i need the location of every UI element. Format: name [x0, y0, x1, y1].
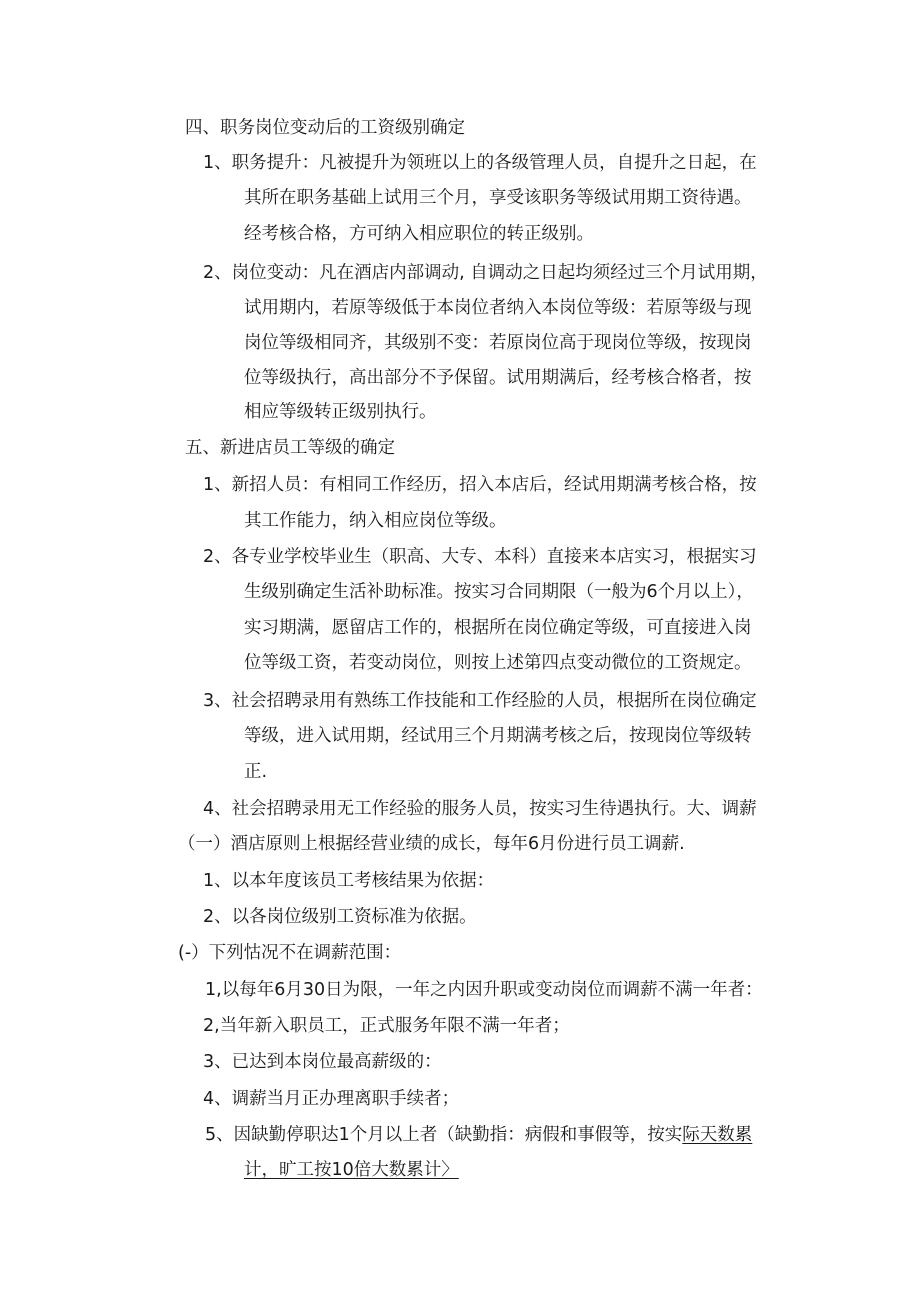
salary-sub2-item3: 3、已达到本岗位最高薪级的： — [203, 1052, 442, 1072]
salary-subsection-2: (-）下列怙况不在调薪范围： — [178, 943, 402, 963]
s5-item1-line1: 1、新招人员：有相同工作经历，招入本店后，经试用期满考核合格，按 — [203, 475, 757, 495]
section-4-heading: 四、职务岗位变动后的工资级别确定 — [185, 118, 465, 138]
s4-item1-line1: 1、职务提升：凡被提升为领班以上的各级管理人员，自提升之日起，在 — [203, 153, 757, 173]
salary-sub2-item1: 1,以每年6月30日为限，一年之内因升职或变动岗位而调薪不满一年者： — [205, 980, 763, 1000]
s5-item3-line1: 3、社会招聘录用有熟练工作技能和工作经脸的人员，根据所在岗位确定 — [203, 691, 757, 711]
s4-item2-line1: 2、岗位变动：凡在酒店内部调动, 自调动之日起均须经过三个月试用期， — [203, 263, 768, 283]
s5-item3-line3: 正. — [244, 762, 268, 782]
s5-item2-line4: 位等级工资，若变动岗位，则按上述第四点变动微位的工资规定。 — [244, 653, 752, 673]
s5-item2-line3: 实习期满，愿留店工作的，根据所在岗位确定等级，可直接进入岗 — [244, 618, 752, 638]
item5-underlined-text: 际天数累 — [682, 1125, 753, 1145]
s4-item1-line2: 其所在职务基础上试用三个月，享受该职务等级试用期工资待遇。 — [244, 188, 752, 208]
item5-underlined-continuation: 计，旷工按10倍大数累计〉 — [244, 1160, 459, 1180]
salary-subsection-1: （一）酒店原则上根据经营业绩的成长，每年6月份进行员工调薪. — [178, 834, 685, 854]
s4-item1-line3: 经考核合格，方可纳入相应职位的转正级别。 — [244, 224, 594, 244]
s5-item1-line2: 其工作能力，纳入相应岗位等级。 — [244, 511, 507, 531]
salary-sub1-item2: 2、以各岗位级别工资标准为依据。 — [203, 907, 477, 927]
salary-sub1-item1: 1、以本年度该员工考核结果为依据： — [203, 871, 495, 891]
salary-sub2-item5-line1 — [205, 1123, 752, 1147]
s4-item2-line4: 位等级执行，高出部分不予保留。试用期满后，经考核合格者，按 — [244, 368, 752, 388]
salary-sub2-item5-line2 — [244, 1158, 459, 1182]
salary-sub2-item4: 4、调薪当月正办理离职手续者； — [203, 1089, 460, 1109]
s5-item3-line2: 等级，进入试用期，经试用三个月期满考核之后，按现岗位等级转 — [244, 726, 752, 746]
item5-text: 5、因缺勤停职达1个月以上者（缺勤指：病假和事假等，按实 — [205, 1125, 683, 1145]
s5-item2-line1: 2、各专业学校毕业生（职高、大专、本科）直接来本店实习，根据实习 — [203, 547, 757, 567]
s4-item2-line5: 相应等级转正级别执行。 — [244, 402, 437, 422]
section-5-heading: 五、新进店员工等级的确定 — [185, 438, 395, 458]
s4-item2-line2: 试用期内，若原等级低于本岗位者纳入本岗位等级：若原等级与现 — [244, 298, 752, 318]
s4-item2-line3: 岗位等级相同齐，其级别不变：若原岗位高于现岗位等级，按现岗 — [244, 333, 752, 353]
s5-item2-line2: 生级别确定生活补助标准。按实习合同期限（一般为6个月以上）， — [244, 582, 754, 602]
s5-item4-line1: 4、社会招聘录用无工作经验的服务人员，按实习生待遇执行。大、调薪 — [203, 799, 757, 819]
salary-sub2-item2: 2,当年新入职员工，正式服务年限不满一年者； — [203, 1016, 570, 1036]
